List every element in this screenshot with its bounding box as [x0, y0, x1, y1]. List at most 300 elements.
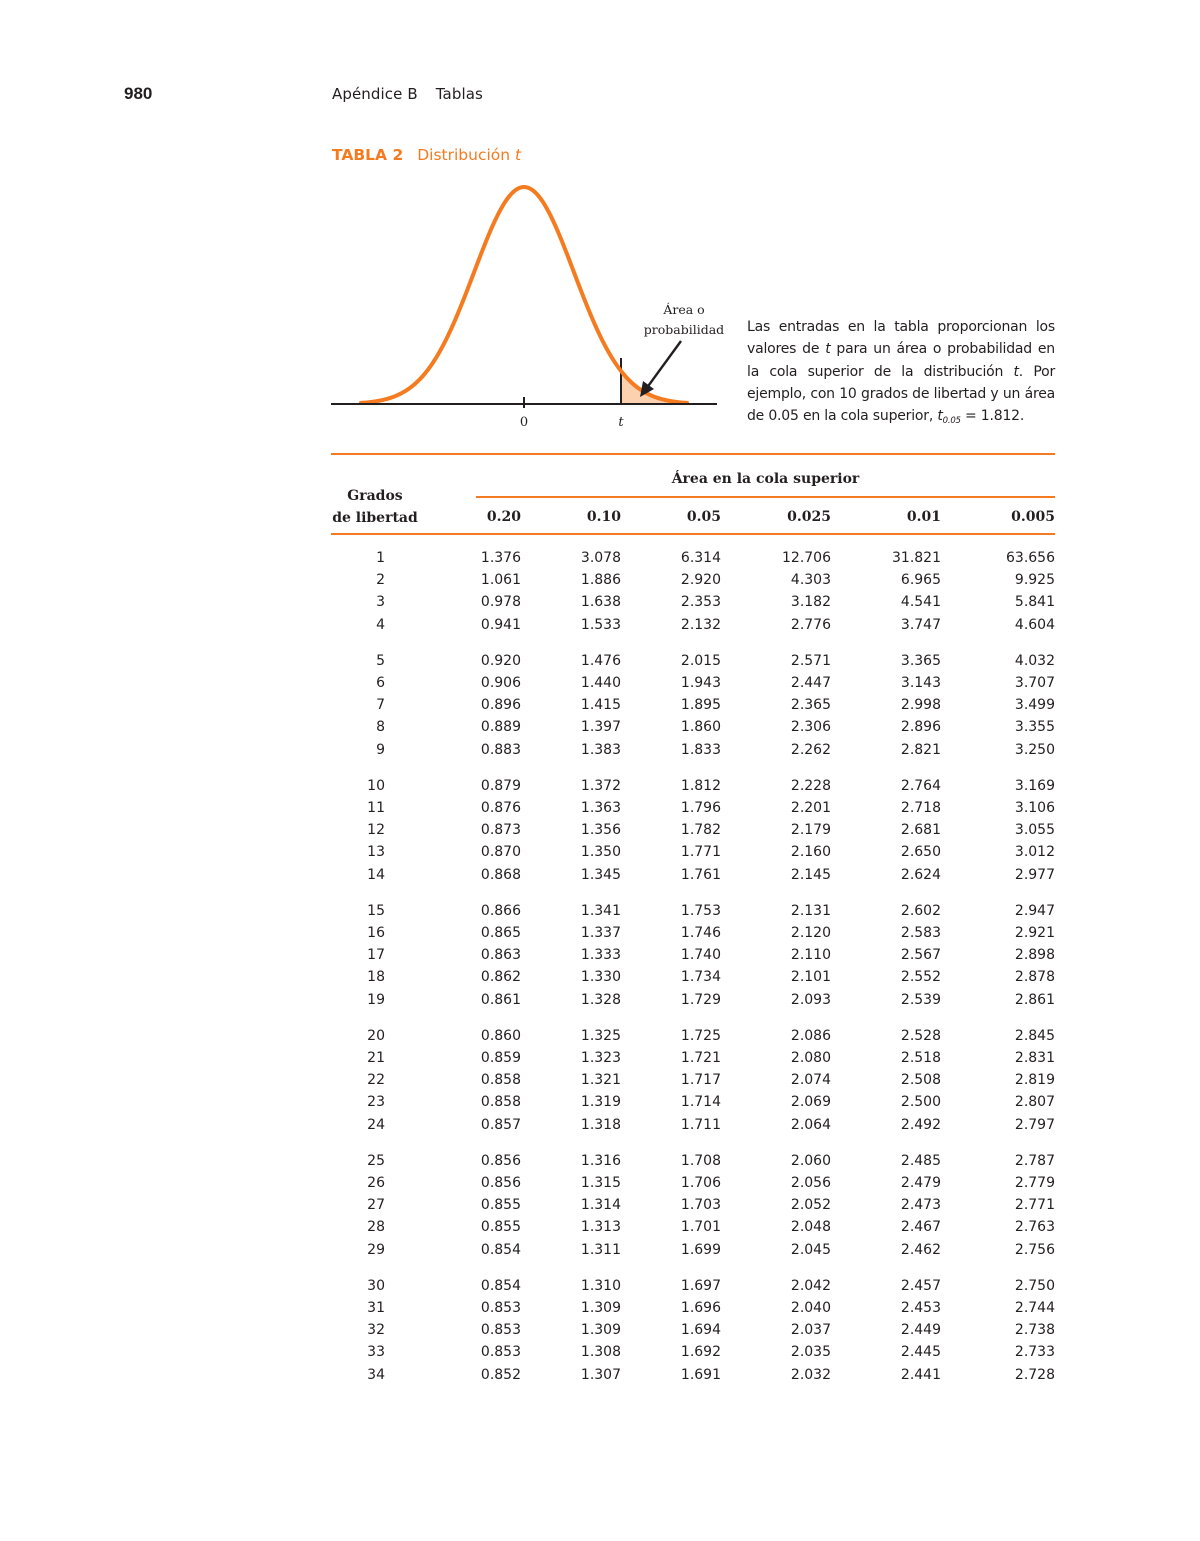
value-cell: 1.313 [580, 1219, 621, 1236]
value-cell: 1.753 [680, 902, 721, 919]
table-row [331, 992, 1055, 1014]
value-cell: 3.182 [790, 594, 831, 611]
axis-t-label: t [618, 415, 624, 430]
value-cell: 3.106 [1014, 800, 1055, 816]
value-cell: 1.415 [580, 697, 621, 714]
value-cell: 1.310 [580, 1277, 621, 1294]
value-cell: 1.812 [680, 777, 721, 794]
value-cell: 1.372 [580, 777, 621, 794]
value-cell: 3.143 [900, 675, 941, 691]
value-cell: 2.052 [790, 1197, 831, 1214]
value-cell: 1.729 [680, 991, 721, 1008]
value-cell: 2.831 [1014, 1050, 1055, 1066]
value-cell: 2.602 [900, 902, 941, 919]
value-cell: 1.746 [680, 925, 721, 941]
value-cell: 1.337 [580, 925, 621, 941]
value-cell: 0.856 [480, 1175, 521, 1191]
value-cell: 1.782 [680, 822, 721, 839]
value-cell: 2.947 [1014, 902, 1055, 919]
value-cell: 2.110 [790, 947, 831, 964]
value-cell: 2.921 [1014, 925, 1055, 941]
table-row [331, 867, 1055, 889]
df-cell: 31 [367, 1300, 385, 1316]
area-label-line1: Área o [663, 302, 705, 317]
column-header: 0.05 [686, 509, 721, 525]
section-label: Tablas [435, 85, 483, 103]
value-cell: 0.862 [480, 969, 521, 986]
value-cell: 1.315 [580, 1175, 621, 1191]
value-cell: 0.906 [480, 675, 521, 691]
value-cell: 1.734 [680, 969, 721, 986]
value-cell: 2.056 [790, 1175, 831, 1191]
value-cell: 2.845 [1014, 1027, 1055, 1044]
value-cell: 2.787 [1014, 1152, 1055, 1169]
value-cell: 2.878 [1014, 969, 1055, 986]
value-cell: 2.485 [900, 1152, 941, 1169]
value-cell: 0.855 [480, 1197, 521, 1214]
value-cell: 2.048 [790, 1219, 831, 1236]
caption-var-1: t [825, 341, 831, 358]
value-cell: 1.309 [580, 1300, 621, 1316]
value-cell: 1.061 [480, 572, 521, 589]
value-cell: 3.055 [1014, 822, 1055, 839]
table-row [331, 1322, 1055, 1344]
value-cell: 2.457 [900, 1277, 941, 1294]
caption-var-3: t [937, 408, 943, 425]
value-cell: 2.228 [790, 777, 831, 794]
value-cell: 2.896 [900, 719, 941, 736]
value-cell: 1.311 [580, 1241, 621, 1258]
figure-caption [747, 316, 1055, 432]
df-cell: 19 [367, 991, 385, 1008]
value-cell: 2.681 [900, 822, 941, 839]
value-cell: 2.518 [900, 1050, 941, 1066]
df-header-line1: Grados [347, 488, 403, 504]
value-cell: 63.656 [1006, 550, 1055, 566]
value-cell: 31.821 [892, 550, 941, 566]
column-header: 0.025 [787, 509, 831, 525]
value-cell: 0.853 [480, 1300, 521, 1316]
df-cell: 6 [376, 675, 385, 691]
df-cell: 12 [367, 822, 385, 839]
value-cell: 1.691 [680, 1366, 721, 1383]
caption-text-2: para un área o probabilidad en la cola superior de la distribución [747, 341, 1055, 380]
df-cell: 17 [367, 947, 385, 964]
value-cell: 2.756 [1014, 1241, 1055, 1258]
area-header-rule [476, 496, 1055, 498]
table-row [331, 1344, 1055, 1366]
df-cell: 27 [367, 1197, 385, 1214]
df-cell: 9 [376, 741, 385, 758]
table-row [331, 550, 1055, 572]
value-cell: 0.873 [480, 822, 521, 839]
value-cell: 2.738 [1014, 1322, 1055, 1339]
table-row [331, 925, 1055, 947]
value-cell: 1.314 [580, 1197, 621, 1214]
df-cell: 4 [376, 616, 385, 633]
df-cell: 2 [376, 572, 385, 589]
table-title-var: t [515, 146, 522, 164]
value-cell: 1.321 [580, 1072, 621, 1089]
value-cell: 0.870 [480, 844, 521, 861]
value-cell: 6.314 [680, 550, 721, 566]
value-cell: 2.060 [790, 1152, 831, 1169]
value-cell: 0.941 [480, 616, 521, 633]
value-cell: 12.706 [782, 550, 831, 566]
df-cell: 28 [367, 1219, 385, 1236]
value-cell: 1.533 [580, 616, 621, 633]
value-cell: 1.309 [580, 1322, 621, 1339]
value-cell: 2.201 [790, 800, 831, 816]
value-cell: 1.796 [680, 800, 721, 816]
table-row [331, 1197, 1055, 1219]
value-cell: 0.863 [480, 947, 521, 964]
value-cell: 0.857 [480, 1116, 521, 1133]
value-cell: 2.733 [1014, 1344, 1055, 1361]
table-row [331, 1175, 1055, 1197]
table-row [331, 1117, 1055, 1139]
value-cell: 0.853 [480, 1344, 521, 1361]
value-cell: 2.160 [790, 844, 831, 861]
value-cell: 4.032 [1014, 652, 1055, 669]
df-cell: 22 [367, 1072, 385, 1089]
table-row [331, 947, 1055, 969]
df-cell: 32 [367, 1322, 385, 1339]
value-cell: 3.499 [1014, 697, 1055, 714]
value-cell: 1.761 [680, 866, 721, 883]
value-cell: 2.779 [1014, 1175, 1055, 1191]
value-cell: 1.706 [680, 1175, 721, 1191]
value-cell: 3.707 [1014, 675, 1055, 691]
t-distribution-svg [325, 175, 745, 440]
table-title-text: Distribución [417, 146, 511, 164]
value-cell: 4.541 [900, 594, 941, 611]
value-cell: 2.771 [1014, 1197, 1055, 1214]
value-cell: 2.262 [790, 741, 831, 758]
value-cell: 1.725 [680, 1027, 721, 1044]
value-cell: 2.920 [680, 572, 721, 589]
df-header-line2: de libertad [332, 510, 418, 526]
value-cell: 1.333 [580, 947, 621, 964]
value-cell: 1.325 [580, 1027, 621, 1044]
table-row [331, 822, 1055, 844]
value-cell: 1.740 [680, 947, 721, 964]
value-cell: 2.032 [790, 1366, 831, 1383]
value-cell: 2.567 [900, 947, 941, 964]
value-cell: 2.080 [790, 1050, 831, 1066]
table-row [331, 1300, 1055, 1322]
table-row [331, 617, 1055, 639]
value-cell: 2.131 [790, 902, 831, 919]
value-cell: 1.694 [680, 1322, 721, 1339]
value-cell: 0.859 [480, 1050, 521, 1066]
area-label-line2: probabilidad [643, 322, 725, 337]
df-cell: 1 [376, 550, 385, 566]
value-cell: 2.492 [900, 1116, 941, 1133]
value-cell: 0.876 [480, 800, 521, 816]
value-cell: 0.896 [480, 697, 521, 714]
value-cell: 1.350 [580, 844, 621, 861]
df-cell: 13 [367, 844, 385, 861]
value-cell: 2.552 [900, 969, 941, 986]
value-cell: 2.750 [1014, 1277, 1055, 1294]
value-cell: 2.473 [900, 1197, 941, 1214]
value-cell: 3.169 [1014, 777, 1055, 794]
value-cell: 0.858 [480, 1072, 521, 1089]
table-row [331, 742, 1055, 764]
value-cell: 1.708 [680, 1152, 721, 1169]
value-cell: 2.718 [900, 800, 941, 816]
value-cell: 2.861 [1014, 991, 1055, 1008]
table-row [331, 800, 1055, 822]
value-cell: 0.852 [480, 1366, 521, 1383]
area-header: Área en la cola superior [671, 471, 860, 487]
value-cell: 0.920 [480, 652, 521, 669]
df-cell: 23 [367, 1094, 385, 1111]
df-cell: 29 [367, 1241, 385, 1258]
value-cell: 2.145 [790, 866, 831, 883]
value-cell: 4.604 [1014, 616, 1055, 633]
value-cell: 2.037 [790, 1322, 831, 1339]
value-cell: 0.883 [480, 741, 521, 758]
caption-var-2: t [1013, 363, 1019, 380]
value-cell: 2.728 [1014, 1366, 1055, 1383]
table-row [331, 844, 1055, 866]
value-cell: 1.714 [680, 1094, 721, 1111]
value-cell: 1.356 [580, 822, 621, 839]
df-cell: 8 [376, 719, 385, 736]
value-cell: 2.064 [790, 1116, 831, 1133]
value-cell: 1.886 [580, 572, 621, 589]
value-cell: 2.528 [900, 1027, 941, 1044]
value-cell: 0.860 [480, 1027, 521, 1044]
value-cell: 1.701 [680, 1219, 721, 1236]
value-cell: 2.776 [790, 616, 831, 633]
value-cell: 1.895 [680, 697, 721, 714]
value-cell: 1.376 [480, 550, 521, 566]
table-row [331, 653, 1055, 675]
df-cell: 16 [367, 925, 385, 941]
value-cell: 0.978 [480, 594, 521, 611]
value-cell: 3.355 [1014, 719, 1055, 736]
value-cell: 1.711 [680, 1116, 721, 1133]
value-cell: 1.341 [580, 902, 621, 919]
value-cell: 2.571 [790, 652, 831, 669]
value-cell: 1.318 [580, 1116, 621, 1133]
value-cell: 1.440 [580, 675, 621, 691]
value-cell: 0.879 [480, 777, 521, 794]
df-cell: 15 [367, 902, 385, 919]
value-cell: 2.132 [680, 616, 721, 633]
table-row [331, 1094, 1055, 1116]
value-cell: 2.650 [900, 844, 941, 861]
table-title-label: TABLA 2 [332, 146, 404, 164]
df-cell: 25 [367, 1152, 385, 1169]
value-cell: 1.323 [580, 1050, 621, 1066]
value-cell: 1.307 [580, 1366, 621, 1383]
value-cell: 2.093 [790, 991, 831, 1008]
value-cell: 1.833 [680, 741, 721, 758]
value-cell: 2.821 [900, 741, 941, 758]
value-cell: 1.345 [580, 866, 621, 883]
value-cell: 3.365 [900, 652, 941, 669]
value-cell: 1.476 [580, 652, 621, 669]
value-cell: 2.500 [900, 1094, 941, 1111]
table-row [331, 1153, 1055, 1175]
table-row [331, 1242, 1055, 1264]
value-cell: 2.179 [790, 822, 831, 839]
df-cell: 10 [367, 777, 385, 794]
value-cell: 0.858 [480, 1094, 521, 1111]
value-cell: 2.447 [790, 675, 831, 691]
value-cell: 1.330 [580, 969, 621, 986]
table-row [331, 1050, 1055, 1072]
page-number: 980 [124, 84, 153, 103]
value-cell: 0.854 [480, 1277, 521, 1294]
value-cell: 1.860 [680, 719, 721, 736]
pointer-arrow-shaft [646, 341, 681, 389]
value-cell: 2.035 [790, 1344, 831, 1361]
table-row [331, 675, 1055, 697]
table-header [331, 460, 1055, 534]
value-cell: 1.638 [580, 594, 621, 611]
value-cell: 1.692 [680, 1344, 721, 1361]
value-cell: 2.015 [680, 652, 721, 669]
table-row [331, 594, 1055, 616]
value-cell: 5.841 [1014, 594, 1055, 611]
df-cell: 3 [376, 594, 385, 611]
value-cell: 0.861 [480, 991, 521, 1008]
value-cell: 0.889 [480, 719, 521, 736]
appendix-label: Apéndice B [332, 85, 418, 103]
value-cell: 2.040 [790, 1300, 831, 1316]
df-cell: 33 [367, 1344, 385, 1361]
df-cell: 20 [367, 1027, 385, 1044]
running-head [332, 85, 483, 103]
value-cell: 2.624 [900, 866, 941, 883]
value-cell: 0.868 [480, 866, 521, 883]
df-cell: 30 [367, 1277, 385, 1294]
table-row [331, 1367, 1055, 1389]
df-cell: 26 [367, 1175, 385, 1191]
value-cell: 1.703 [680, 1197, 721, 1214]
value-cell: 2.445 [900, 1344, 941, 1361]
upper-tail-shaded-area [621, 371, 687, 404]
value-cell: 2.462 [900, 1241, 941, 1258]
value-cell: 1.771 [680, 844, 721, 861]
column-header: 0.20 [486, 509, 521, 525]
value-cell: 9.925 [1014, 572, 1055, 589]
value-cell: 1.699 [680, 1241, 721, 1258]
value-cell: 2.807 [1014, 1094, 1055, 1111]
value-cell: 6.965 [900, 572, 941, 589]
value-cell: 0.855 [480, 1219, 521, 1236]
value-cell: 2.977 [1014, 866, 1055, 883]
table-top-rule [331, 453, 1055, 455]
column-header: 0.01 [906, 509, 941, 525]
value-cell: 2.441 [900, 1366, 941, 1383]
df-cell: 34 [367, 1366, 385, 1383]
value-cell: 2.042 [790, 1277, 831, 1294]
column-header: 0.005 [1011, 509, 1055, 525]
df-cell: 21 [367, 1050, 385, 1066]
value-cell: 3.012 [1014, 844, 1055, 861]
value-cell: 1.319 [580, 1094, 621, 1111]
density-curve [361, 187, 687, 403]
value-cell: 2.479 [900, 1175, 941, 1191]
value-cell: 1.308 [580, 1344, 621, 1361]
value-cell: 1.721 [680, 1050, 721, 1066]
value-cell: 0.865 [480, 925, 521, 941]
value-cell: 2.763 [1014, 1219, 1055, 1236]
df-cell: 5 [376, 652, 385, 669]
value-cell: 1.696 [680, 1300, 721, 1316]
value-cell: 2.365 [790, 697, 831, 714]
table-row [331, 572, 1055, 594]
value-cell: 2.045 [790, 1241, 831, 1258]
value-cell: 2.764 [900, 777, 941, 794]
value-cell: 1.697 [680, 1277, 721, 1294]
value-cell: 2.797 [1014, 1116, 1055, 1133]
value-cell: 1.383 [580, 741, 621, 758]
caption-text-1: Las entradas en la tabla proporcionan los valores de [747, 319, 1055, 358]
axis-zero-label: 0 [519, 415, 529, 430]
value-cell: 3.747 [900, 616, 941, 633]
t-distribution-figure [325, 175, 745, 440]
table-row [331, 969, 1055, 991]
value-cell: 2.898 [1014, 947, 1055, 964]
table-row [331, 697, 1055, 719]
column-header: 0.10 [586, 509, 621, 525]
value-cell: 0.856 [480, 1152, 521, 1169]
value-cell: 2.069 [790, 1094, 831, 1111]
value-cell: 1.316 [580, 1152, 621, 1169]
value-cell: 2.539 [900, 991, 941, 1008]
table-title [332, 146, 521, 164]
caption-text-3: . Por ejemplo, con 10 grados de libertad y un área de 0.05 en la cola superior, [747, 363, 1055, 425]
df-cell: 24 [367, 1116, 385, 1133]
value-cell: 4.303 [790, 572, 831, 589]
df-header [331, 485, 419, 529]
table-row [331, 903, 1055, 925]
df-cell: 7 [376, 697, 385, 714]
table-row [331, 719, 1055, 741]
table-row [331, 1072, 1055, 1094]
value-cell: 2.074 [790, 1072, 831, 1089]
df-cell: 11 [367, 800, 385, 816]
table-row [331, 778, 1055, 800]
value-cell: 1.717 [680, 1072, 721, 1089]
value-cell: 1.328 [580, 991, 621, 1008]
value-cell: 2.453 [900, 1300, 941, 1316]
value-cell: 2.744 [1014, 1300, 1055, 1316]
caption-text-4: = 1.812. [960, 408, 1025, 425]
df-cell: 18 [367, 969, 385, 986]
value-cell: 1.397 [580, 719, 621, 736]
value-cell: 3.078 [580, 550, 621, 566]
table-row [331, 1028, 1055, 1050]
table-row [331, 1219, 1055, 1241]
value-cell: 2.583 [900, 925, 941, 941]
value-cell: 2.467 [900, 1219, 941, 1236]
value-cell: 2.120 [790, 925, 831, 941]
value-cell: 2.101 [790, 969, 831, 986]
value-cell: 0.853 [480, 1322, 521, 1339]
value-cell: 2.449 [900, 1322, 941, 1339]
caption-subscript: 0.05 [942, 416, 961, 427]
value-cell: 2.353 [680, 594, 721, 611]
df-cell: 14 [367, 866, 385, 883]
